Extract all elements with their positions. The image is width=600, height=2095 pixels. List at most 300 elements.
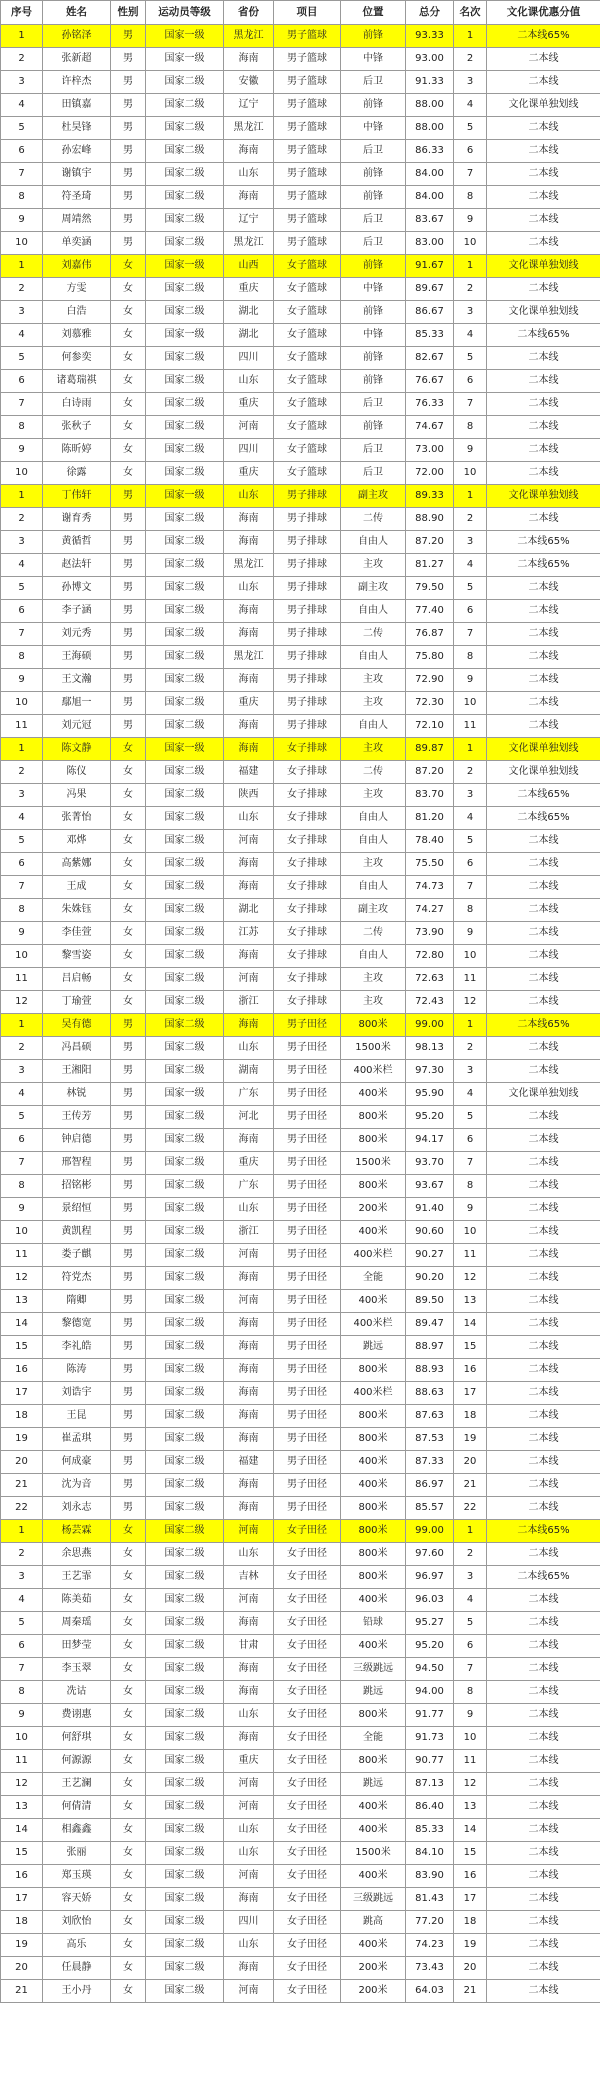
- cell-name: 谢育秀: [43, 508, 111, 531]
- cell-total-score: 87.20: [406, 761, 454, 784]
- cell-name: 杨芸霖: [43, 1520, 111, 1543]
- cell-name: 符党杰: [43, 1267, 111, 1290]
- cell-position: 副主攻: [341, 899, 406, 922]
- cell-index: 12: [1, 1773, 43, 1796]
- cell-gender: 女: [111, 370, 146, 393]
- cell-athlete-level: 国家二级: [146, 1520, 224, 1543]
- cell-name: 谢镇宇: [43, 163, 111, 186]
- cell-name: 王传芳: [43, 1106, 111, 1129]
- cell-index: 21: [1, 1980, 43, 2003]
- cell-event: 男子田径: [274, 1244, 341, 1267]
- table-row: [1, 646, 600, 669]
- table-row: [1, 807, 600, 830]
- cell-gender: 女: [111, 1681, 146, 1704]
- cell-gender: 男: [111, 1152, 146, 1175]
- cell-index: 2: [1, 1543, 43, 1566]
- cell-athlete-level: 国家二级: [146, 71, 224, 94]
- cell-name: 黎雪姿: [43, 945, 111, 968]
- cell-province: 辽宁: [224, 94, 274, 117]
- cell-position: 200米: [341, 1957, 406, 1980]
- cell-culture-bonus: 二本线: [487, 71, 600, 94]
- cell-index: 10: [1, 232, 43, 255]
- cell-athlete-level: 国家二级: [146, 232, 224, 255]
- cell-culture-bonus: 二本线: [487, 1313, 600, 1336]
- cell-position: 自由人: [341, 600, 406, 623]
- cell-total-score: 89.47: [406, 1313, 454, 1336]
- table-row: [1, 462, 600, 485]
- cell-position: 1500米: [341, 1037, 406, 1060]
- cell-position: 800米: [341, 1129, 406, 1152]
- cell-name: 丁瑜萱: [43, 991, 111, 1014]
- header-total-score: 总分: [406, 1, 454, 25]
- table-row: [1, 1474, 600, 1497]
- cell-name: 孙博文: [43, 577, 111, 600]
- cell-name: 朱姝钰: [43, 899, 111, 922]
- cell-position: 后卫: [341, 140, 406, 163]
- cell-culture-bonus: 二本线: [487, 370, 600, 393]
- cell-gender: 女: [111, 991, 146, 1014]
- cell-total-score: 82.67: [406, 347, 454, 370]
- cell-total-score: 74.27: [406, 899, 454, 922]
- cell-province: 江苏: [224, 922, 274, 945]
- cell-gender: 女: [111, 1980, 146, 2003]
- cell-province: 山东: [224, 1842, 274, 1865]
- cell-rank: 3: [454, 1060, 487, 1083]
- cell-province: 山东: [224, 1934, 274, 1957]
- table-row-highlighted: [1, 1520, 600, 1543]
- cell-rank: 2: [454, 1037, 487, 1060]
- cell-index: 1: [1, 485, 43, 508]
- table-row: [1, 830, 600, 853]
- cell-province: 海南: [224, 715, 274, 738]
- cell-culture-bonus: 二本线: [487, 1911, 600, 1934]
- cell-index: 3: [1, 1060, 43, 1083]
- cell-event: 男子排球: [274, 577, 341, 600]
- cell-event: 男子田径: [274, 1474, 341, 1497]
- cell-culture-bonus: 二本线65%: [487, 784, 600, 807]
- cell-total-score: 90.27: [406, 1244, 454, 1267]
- cell-index: 11: [1, 968, 43, 991]
- cell-index: 19: [1, 1934, 43, 1957]
- cell-position: 400米栏: [341, 1382, 406, 1405]
- cell-position: 自由人: [341, 531, 406, 554]
- cell-athlete-level: 国家二级: [146, 1957, 224, 1980]
- cell-total-score: 86.40: [406, 1796, 454, 1819]
- cell-name: 刘慕雅: [43, 324, 111, 347]
- cell-name: 方雯: [43, 278, 111, 301]
- cell-position: 800米: [341, 1520, 406, 1543]
- cell-province: 黑龙江: [224, 117, 274, 140]
- cell-province: 海南: [224, 1957, 274, 1980]
- cell-position: 二传: [341, 508, 406, 531]
- cell-index: 19: [1, 1428, 43, 1451]
- cell-province: 河南: [224, 1796, 274, 1819]
- cell-index: 5: [1, 117, 43, 140]
- cell-gender: 男: [111, 117, 146, 140]
- cell-rank: 17: [454, 1382, 487, 1405]
- cell-culture-bonus: 二本线: [487, 1865, 600, 1888]
- cell-gender: 女: [111, 1543, 146, 1566]
- cell-index: 10: [1, 692, 43, 715]
- cell-rank: 11: [454, 715, 487, 738]
- cell-gender: 女: [111, 1704, 146, 1727]
- cell-rank: 2: [454, 1543, 487, 1566]
- cell-athlete-level: 国家二级: [146, 462, 224, 485]
- cell-event: 男子田径: [274, 1497, 341, 1520]
- table-row-highlighted: [1, 485, 600, 508]
- cell-culture-bonus: 二本线: [487, 1382, 600, 1405]
- cell-position: 跳远: [341, 1773, 406, 1796]
- cell-event: 女子排球: [274, 968, 341, 991]
- cell-index: 9: [1, 1704, 43, 1727]
- cell-rank: 8: [454, 1681, 487, 1704]
- cell-culture-bonus: 二本线: [487, 1060, 600, 1083]
- cell-gender: 女: [111, 853, 146, 876]
- cell-event: 女子田径: [274, 1681, 341, 1704]
- cell-total-score: 86.67: [406, 301, 454, 324]
- table-row: [1, 1842, 600, 1865]
- table-row: [1, 1543, 600, 1566]
- cell-rank: 10: [454, 1727, 487, 1750]
- table-row: [1, 1681, 600, 1704]
- cell-name: 赵法轩: [43, 554, 111, 577]
- cell-athlete-level: 国家二级: [146, 1727, 224, 1750]
- cell-culture-bonus: 二本线: [487, 1704, 600, 1727]
- cell-province: 海南: [224, 1336, 274, 1359]
- cell-name: 王昆: [43, 1405, 111, 1428]
- cell-name: 白诗雨: [43, 393, 111, 416]
- cell-event: 女子排球: [274, 853, 341, 876]
- cell-culture-bonus: 二本线: [487, 1474, 600, 1497]
- cell-athlete-level: 国家二级: [146, 1060, 224, 1083]
- cell-province: 陕西: [224, 784, 274, 807]
- cell-position: 400米: [341, 1083, 406, 1106]
- table-row: [1, 876, 600, 899]
- cell-culture-bonus: 二本线: [487, 1152, 600, 1175]
- cell-culture-bonus: 二本线65%: [487, 554, 600, 577]
- cell-name: 刘元冠: [43, 715, 111, 738]
- cell-rank: 6: [454, 140, 487, 163]
- cell-culture-bonus: 二本线65%: [487, 1566, 600, 1589]
- cell-name: 余思燕: [43, 1543, 111, 1566]
- cell-gender: 男: [111, 232, 146, 255]
- cell-total-score: 84.00: [406, 186, 454, 209]
- cell-culture-bonus: 二本线: [487, 623, 600, 646]
- header-row: [1, 1, 600, 25]
- cell-position: 前锋: [341, 416, 406, 439]
- cell-province: 海南: [224, 1382, 274, 1405]
- cell-event: 女子排球: [274, 876, 341, 899]
- cell-rank: 9: [454, 209, 487, 232]
- cell-gender: 女: [111, 1796, 146, 1819]
- cell-province: 山东: [224, 485, 274, 508]
- cell-position: 前锋: [341, 301, 406, 324]
- table-row: [1, 761, 600, 784]
- cell-athlete-level: 国家一级: [146, 1083, 224, 1106]
- cell-total-score: 81.20: [406, 807, 454, 830]
- table-row: [1, 1382, 600, 1405]
- cell-culture-bonus: 二本线: [487, 1957, 600, 1980]
- table-row: [1, 1980, 600, 2003]
- cell-name: 杜昊锋: [43, 117, 111, 140]
- cell-name: 王湘阳: [43, 1060, 111, 1083]
- cell-index: 6: [1, 1129, 43, 1152]
- cell-rank: 12: [454, 991, 487, 1014]
- cell-rank: 2: [454, 508, 487, 531]
- cell-gender: 女: [111, 416, 146, 439]
- cell-province: 湖南: [224, 1060, 274, 1083]
- header-rank: 名次: [454, 1, 487, 25]
- cell-athlete-level: 国家二级: [146, 1405, 224, 1428]
- cell-province: 河南: [224, 968, 274, 991]
- cell-province: 浙江: [224, 991, 274, 1014]
- cell-rank: 8: [454, 1175, 487, 1198]
- cell-name: 黎德宽: [43, 1313, 111, 1336]
- cell-event: 男子排球: [274, 531, 341, 554]
- cell-name: 周靖然: [43, 209, 111, 232]
- cell-event: 女子排球: [274, 807, 341, 830]
- cell-gender: 男: [111, 1267, 146, 1290]
- cell-rank: 21: [454, 1474, 487, 1497]
- cell-athlete-level: 国家二级: [146, 1152, 224, 1175]
- cell-event: 女子田径: [274, 1589, 341, 1612]
- cell-gender: 女: [111, 1589, 146, 1612]
- cell-index: 13: [1, 1290, 43, 1313]
- cell-name: 崔孟琪: [43, 1428, 111, 1451]
- cell-total-score: 83.90: [406, 1865, 454, 1888]
- cell-position: 800米: [341, 1497, 406, 1520]
- cell-province: 山东: [224, 807, 274, 830]
- cell-gender: 男: [111, 715, 146, 738]
- cell-rank: 1: [454, 25, 487, 48]
- cell-athlete-level: 国家二级: [146, 1888, 224, 1911]
- cell-culture-bonus: 二本线65%: [487, 324, 600, 347]
- cell-culture-bonus: 二本线: [487, 1129, 600, 1152]
- cell-total-score: 90.77: [406, 1750, 454, 1773]
- cell-gender: 女: [111, 1635, 146, 1658]
- cell-event: 男子田径: [274, 1359, 341, 1382]
- cell-index: 7: [1, 623, 43, 646]
- cell-culture-bonus: 二本线: [487, 462, 600, 485]
- cell-gender: 女: [111, 439, 146, 462]
- cell-position: 中锋: [341, 324, 406, 347]
- cell-province: 山东: [224, 1819, 274, 1842]
- cell-total-score: 83.00: [406, 232, 454, 255]
- cell-province: 海南: [224, 669, 274, 692]
- cell-total-score: 85.33: [406, 324, 454, 347]
- cell-rank: 9: [454, 922, 487, 945]
- cell-athlete-level: 国家二级: [146, 1681, 224, 1704]
- table-row: [1, 1060, 600, 1083]
- cell-gender: 男: [111, 1359, 146, 1382]
- cell-event: 男子田径: [274, 1106, 341, 1129]
- cell-province: 海南: [224, 1888, 274, 1911]
- cell-athlete-level: 国家二级: [146, 1819, 224, 1842]
- cell-culture-bonus: 二本线: [487, 1658, 600, 1681]
- cell-culture-bonus: 二本线: [487, 968, 600, 991]
- cell-event: 男子田径: [274, 1129, 341, 1152]
- table-row: [1, 1957, 600, 1980]
- cell-index: 8: [1, 899, 43, 922]
- cell-event: 女子田径: [274, 1911, 341, 1934]
- cell-name: 孙宏峰: [43, 140, 111, 163]
- cell-gender: 女: [111, 876, 146, 899]
- cell-event: 男子田径: [274, 1382, 341, 1405]
- cell-total-score: 87.20: [406, 531, 454, 554]
- header-culture-bonus: 文化课优惠分值: [487, 1, 600, 25]
- cell-name: 相鑫鑫: [43, 1819, 111, 1842]
- cell-event: 女子篮球: [274, 416, 341, 439]
- cell-culture-bonus: 二本线: [487, 600, 600, 623]
- cell-athlete-level: 国家二级: [146, 692, 224, 715]
- cell-name: 黄循哲: [43, 531, 111, 554]
- table-row: [1, 577, 600, 600]
- cell-province: 四川: [224, 347, 274, 370]
- cell-athlete-level: 国家二级: [146, 715, 224, 738]
- table-row: [1, 600, 600, 623]
- cell-position: 400米栏: [341, 1060, 406, 1083]
- header-event: 项目: [274, 1, 341, 25]
- cell-index: 1: [1, 255, 43, 278]
- cell-total-score: 64.03: [406, 1980, 454, 2003]
- cell-total-score: 96.97: [406, 1566, 454, 1589]
- cell-gender: 男: [111, 25, 146, 48]
- cell-culture-bonus: 文化课单独划线: [487, 761, 600, 784]
- cell-position: 主攻: [341, 554, 406, 577]
- cell-event: 男子田径: [274, 1336, 341, 1359]
- cell-position: 主攻: [341, 784, 406, 807]
- cell-position: 800米: [341, 1543, 406, 1566]
- cell-position: 自由人: [341, 876, 406, 899]
- cell-gender: 男: [111, 554, 146, 577]
- cell-index: 1: [1, 25, 43, 48]
- cell-position: 800米: [341, 1175, 406, 1198]
- cell-event: 女子田径: [274, 1819, 341, 1842]
- cell-culture-bonus: 二本线: [487, 140, 600, 163]
- cell-event: 男子田径: [274, 1405, 341, 1428]
- cell-event: 男子田径: [274, 1152, 341, 1175]
- cell-culture-bonus: 二本线: [487, 1244, 600, 1267]
- cell-total-score: 72.10: [406, 715, 454, 738]
- cell-athlete-level: 国家二级: [146, 416, 224, 439]
- table-row: [1, 1405, 600, 1428]
- cell-athlete-level: 国家二级: [146, 347, 224, 370]
- cell-index: 3: [1, 784, 43, 807]
- cell-athlete-level: 国家二级: [146, 1612, 224, 1635]
- cell-rank: 16: [454, 1865, 487, 1888]
- cell-athlete-level: 国家二级: [146, 94, 224, 117]
- cell-position: 400米: [341, 1865, 406, 1888]
- cell-position: 三级跳远: [341, 1658, 406, 1681]
- cell-event: 女子田径: [274, 1520, 341, 1543]
- cell-athlete-level: 国家二级: [146, 1290, 224, 1313]
- table-row: [1, 1152, 600, 1175]
- cell-position: 三级跳远: [341, 1888, 406, 1911]
- cell-province: 山东: [224, 1198, 274, 1221]
- cell-name: 冯果: [43, 784, 111, 807]
- cell-index: 9: [1, 209, 43, 232]
- cell-culture-bonus: 二本线: [487, 163, 600, 186]
- cell-athlete-level: 国家二级: [146, 1382, 224, 1405]
- cell-total-score: 95.90: [406, 1083, 454, 1106]
- cell-province: 海南: [224, 48, 274, 71]
- cell-province: 浙江: [224, 1221, 274, 1244]
- cell-culture-bonus: 二本线: [487, 945, 600, 968]
- cell-position: 400米: [341, 1474, 406, 1497]
- cell-index: 4: [1, 1083, 43, 1106]
- cell-total-score: 87.33: [406, 1451, 454, 1474]
- cell-index: 5: [1, 1612, 43, 1635]
- cell-culture-bonus: 二本线: [487, 1589, 600, 1612]
- cell-athlete-level: 国家二级: [146, 899, 224, 922]
- cell-total-score: 72.30: [406, 692, 454, 715]
- cell-rank: 9: [454, 1198, 487, 1221]
- cell-athlete-level: 国家二级: [146, 1911, 224, 1934]
- cell-province: 海南: [224, 1497, 274, 1520]
- cell-event: 男子篮球: [274, 71, 341, 94]
- cell-position: 中锋: [341, 48, 406, 71]
- cell-province: 海南: [224, 508, 274, 531]
- cell-index: 2: [1, 48, 43, 71]
- table-row: [1, 1428, 600, 1451]
- cell-name: 许梓杰: [43, 71, 111, 94]
- cell-culture-bonus: 二本线: [487, 1198, 600, 1221]
- cell-culture-bonus: 二本线: [487, 209, 600, 232]
- cell-index: 3: [1, 71, 43, 94]
- cell-province: 河南: [224, 416, 274, 439]
- cell-rank: 5: [454, 117, 487, 140]
- cell-name: 沈为音: [43, 1474, 111, 1497]
- table-row: [1, 1612, 600, 1635]
- cell-name: 刘嘉伟: [43, 255, 111, 278]
- cell-athlete-level: 国家二级: [146, 1129, 224, 1152]
- cell-position: 800米: [341, 1405, 406, 1428]
- cell-total-score: 88.63: [406, 1382, 454, 1405]
- cell-rank: 3: [454, 1566, 487, 1589]
- cell-athlete-level: 国家二级: [146, 807, 224, 830]
- cell-athlete-level: 国家二级: [146, 393, 224, 416]
- cell-total-score: 72.00: [406, 462, 454, 485]
- cell-index: 14: [1, 1313, 43, 1336]
- cell-event: 女子篮球: [274, 462, 341, 485]
- table-row-highlighted: [1, 738, 600, 761]
- cell-gender: 女: [111, 462, 146, 485]
- cell-gender: 女: [111, 1612, 146, 1635]
- cell-rank: 9: [454, 439, 487, 462]
- cell-total-score: 91.40: [406, 1198, 454, 1221]
- cell-position: 800米: [341, 1704, 406, 1727]
- cell-culture-bonus: 二本线: [487, 669, 600, 692]
- cell-gender: 女: [111, 1911, 146, 1934]
- cell-gender: 男: [111, 692, 146, 715]
- cell-position: 全能: [341, 1267, 406, 1290]
- cell-position: 二传: [341, 761, 406, 784]
- cell-position: 400米栏: [341, 1313, 406, 1336]
- cell-culture-bonus: 二本线: [487, 692, 600, 715]
- cell-athlete-level: 国家二级: [146, 1842, 224, 1865]
- cell-rank: 9: [454, 669, 487, 692]
- cell-index: 9: [1, 439, 43, 462]
- cell-total-score: 74.73: [406, 876, 454, 899]
- cell-gender: 女: [111, 1727, 146, 1750]
- cell-athlete-level: 国家二级: [146, 1934, 224, 1957]
- cell-culture-bonus: 二本线: [487, 1681, 600, 1704]
- cell-position: 400米: [341, 1221, 406, 1244]
- cell-index: 18: [1, 1911, 43, 1934]
- cell-gender: 男: [111, 1405, 146, 1428]
- cell-event: 女子篮球: [274, 278, 341, 301]
- cell-rank: 8: [454, 186, 487, 209]
